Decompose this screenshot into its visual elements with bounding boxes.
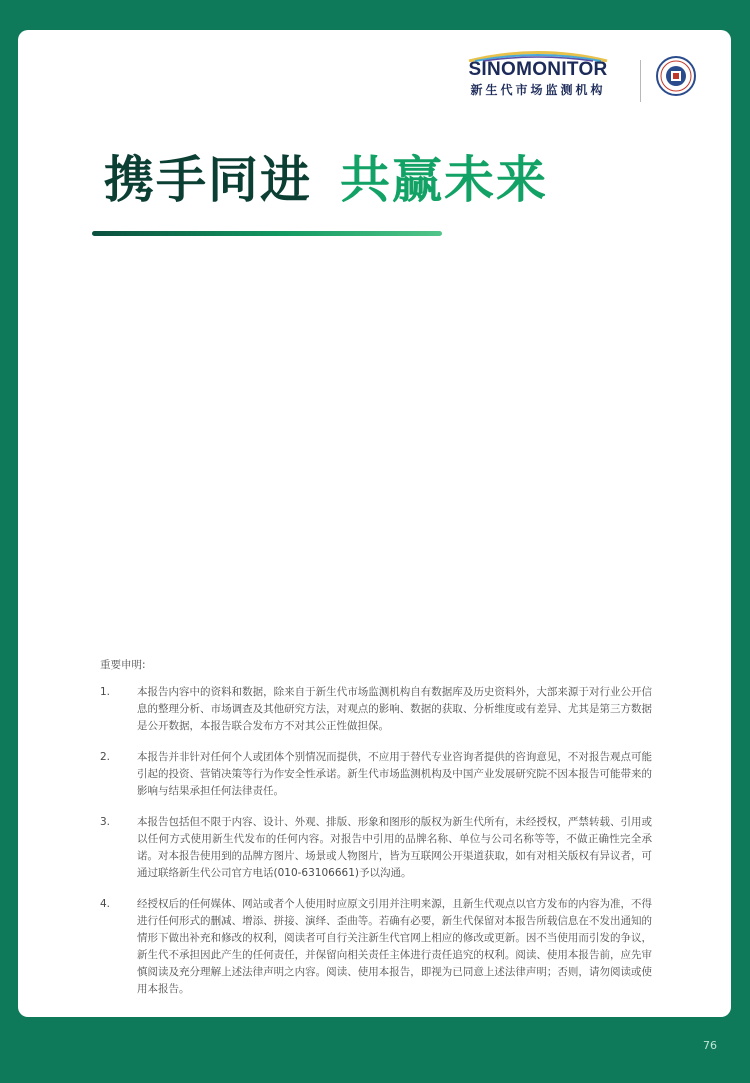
notice-item (100, 684, 652, 735)
legal-notice (100, 657, 652, 1012)
notice-item-text: 本报告内容中的资料和数据，除来自于新生代市场监测机构自有数据库及历史资料外，大部来源于对行业公开信息的整理分析、市场调查及其他研究方法，对观点的影响、数据的获取、分析维度或有差异、尤其是第三方数据是公开数据，本报告联合发布方不对其公正性做担保。 (137, 686, 652, 732)
page-headline (104, 148, 548, 212)
notice-item (100, 749, 652, 800)
notice-title: 重要申明: (100, 659, 146, 671)
sinomonitor-logo (453, 48, 623, 98)
notice-item-number: 1. (100, 686, 111, 698)
logo-wordmark: SINOMONITOR (468, 59, 608, 80)
notice-item-number: 2. (100, 751, 111, 763)
headline-underline (92, 231, 442, 236)
notice-item-text: 经授权后的任何媒体、网站或者个人使用时应原文引用并注明来源，且新生代观点以官方发布的内容为准，不得进行任何形式的删减、增添、拼接、演绎、歪曲等。若确有必要，新生代保留对本报告所载信息在不发出通知的情形下做出补充和修改的权利，阅读者可自行关注新生代官网上相应的修改或更新。因不当使用而引发的争议，新生代不承担因此产生的任何责任，并保留向相关责任主体进行责任追究的权利。阅读、使用本报告前，应先审慎阅读及充分理解上述法律声明之内容。阅读、使用本报告，即视为已同意上述法律声明；否则，请勿阅读或使用本报告。 (137, 898, 652, 995)
notice-item-text: 本报告包括但不限于内容、设计、外观、排版、形象和图形的版权为新生代所有，未经授权，严禁转载、引用或以任何方式使用新生代发布的任何内容。对报告中引用的品牌名称、单位与公司名称等等，不做正确性完全承诺。对本报告使用到的品牌方图片、场景或人物图片，皆为互联网公开渠道获取，如有对相关版权有异议者，可通过联络新生代公司官方电话(010-63106661)予以沟通。 (137, 816, 652, 879)
logo-chinese-name: 新生代市场监测机构 (470, 83, 606, 97)
notice-item (100, 814, 652, 882)
headline-part-green: 共赢未来 (340, 151, 548, 209)
notice-item (100, 896, 652, 998)
page-number: 76 (703, 1039, 717, 1052)
institute-seal-icon (656, 56, 696, 96)
logo-divider (640, 60, 641, 102)
notice-item-text: 本报告并非针对任何个人或团体个别情况而提供，不应用于替代专业咨询者提供的咨询意见，不对报告观点可能引起的投资、营销决策等行为作安全性承诺。新生代市场监测机构及中国产业发展研究院不因本报告可能带来的影响与结果承担任何法律责任。 (137, 751, 652, 797)
page-card (18, 30, 731, 1017)
headline-part-dark: 携手同进 (104, 151, 312, 209)
notice-item-number: 4. (100, 898, 111, 910)
notice-item-number: 3. (100, 816, 111, 828)
